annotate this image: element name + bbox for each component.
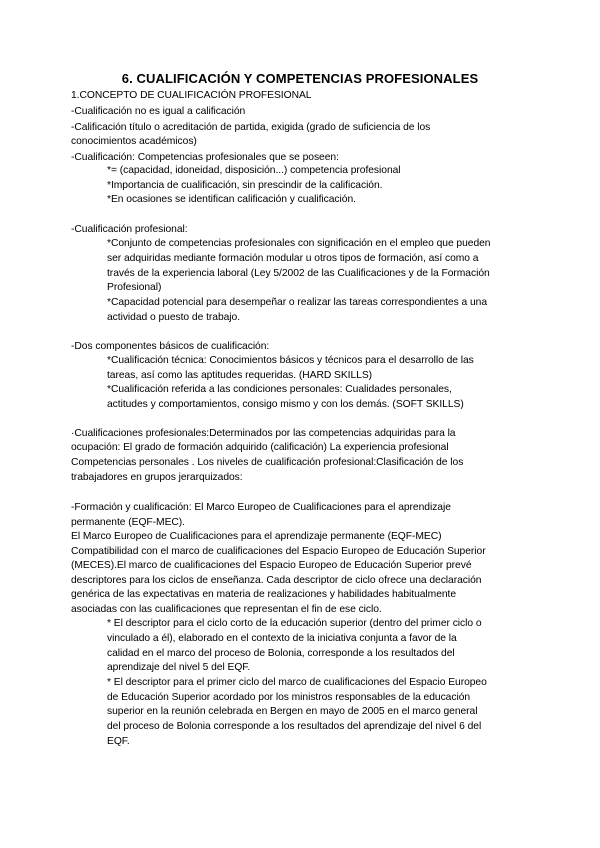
- bullet-line: aprendizaje del nivel 5 del EQF.: [107, 662, 251, 673]
- text-line: El Marco Europeo de Cualificaciones para el aprendizaje permanente (EQF-MEC): [71, 531, 442, 542]
- text-line: -Cualificación: Competencias profesionales que se poseen:: [71, 152, 339, 163]
- bullet-line: calidad en el marco del proceso de Bolonia, corresponde a los resultados del: [107, 648, 455, 659]
- text-line: Competencias personales . Los niveles de cualificación profesional:Clasificación de los: [71, 457, 464, 468]
- text-line: -Cualificación no es igual a calificación: [71, 106, 246, 117]
- bullet-line: EQF.: [107, 736, 130, 747]
- bullet-line: del proceso de Bolonia corresponde a los resultados del aprendizaje del nivel 6 del: [107, 721, 482, 732]
- bullet-line: *Conjunto de competencias profesionales con significación en el empleo que pueden: [107, 238, 491, 249]
- section-heading: 1.CONCEPTO DE CUALIFICACIÓN PROFESIONAL: [71, 90, 312, 101]
- bullet-line: vinculado a él), elaborado en el contexto de la iniciativa conjunta a favor de la: [107, 633, 457, 644]
- text-line: ·Cualificaciones profesionales:Determinados por las competencias adquiridas para la: [71, 428, 456, 439]
- bullet-line: * El descriptor para el primer ciclo del marco de cualificaciones del Espacio Europeo: [107, 677, 487, 688]
- text-line: permanente (EQF-MEC).: [71, 517, 185, 528]
- bullet-line: actividad o puesto de trabajo.: [107, 312, 241, 323]
- bullet-line: través de la experiencia laboral (Ley 5/2002 de las Cualificaciones y de la Formación: [107, 268, 490, 279]
- bullet-line: *Cualificación técnica: Conocimientos básicos y técnicos para el desarrollo de las: [107, 355, 474, 366]
- text-line: descriptores para los ciclos de enseñanza. Cada descriptor de ciclo ofrece una declaración: [71, 575, 482, 586]
- bullet-line: Profesional): [107, 282, 162, 293]
- bullet-line: * El descriptor para el ciclo corto de la educación superior (dentro del primer ciclo o: [107, 618, 482, 629]
- page-title: 6. CUALIFICACIÓN Y COMPETENCIAS PROFESIONALES: [121, 71, 479, 86]
- text-line: -Dos componentes básicos de cualificación:: [71, 341, 270, 352]
- bullet-line: ser adquiridas mediante formación modular u otros tipos de formación, así como a: [107, 253, 479, 264]
- text-line: ocupación: El grado de formación adquirido (calificación) La experiencia profesional: [71, 442, 449, 453]
- bullet-line: *Importancia de cualificación, sin prescindir de la calificación.: [107, 180, 383, 191]
- text-line: conocimientos académicos): [71, 136, 197, 147]
- text-line: -Calificación título o acreditación de partida, exigida (grado de suficiencia de los: [71, 122, 431, 133]
- bullet-line: *= (capacidad, idoneidad, disposición...) competencia profesional: [107, 165, 401, 176]
- bullet-line: *Cualificación referida a las condiciones personales: Cualidades personales,: [107, 384, 452, 395]
- text-line: Compatibilidad con el marco de cualificaciones del Espacio Europeo de Educación Superior: [71, 546, 486, 557]
- text-line: asociadas con las cualificaciones que representan el fin de ese ciclo.: [71, 604, 382, 615]
- bullet-line: de Educación Superior acordado por los ministros responsables de la educación: [107, 692, 471, 703]
- bullet-line: tareas, así como las aptitudes requeridas. (HARD SKILLS): [107, 370, 373, 381]
- bullet-line: *Capacidad potencial para desempeñar o realizar las tareas correspondientes a una: [107, 297, 488, 308]
- bullet-line: *En ocasiones se identifican calificación y cualificación.: [107, 194, 356, 205]
- bullet-line: actitudes y comportamientos, consigo mismo y con los demás. (SOFT SKILLS): [107, 399, 464, 410]
- text-line: genérica de las expectativas en materia de realizaciones y habilidades habitualmente: [71, 589, 457, 600]
- text-line: -Cualificación profesional:: [71, 224, 188, 235]
- text-line: (MECES).El marco de cualificaciones del Espacio Europeo de Educación Superior prevé: [71, 560, 472, 571]
- bullet-line: superior en la reunión celebrada en Bergen en mayo de 2005 en el marco general: [107, 706, 478, 717]
- text-line: trabajadores en grupos jerarquizados:: [71, 472, 243, 483]
- text-line: -Formación y cualificación: El Marco Europeo de Cualificaciones para el aprendizaje: [71, 502, 451, 513]
